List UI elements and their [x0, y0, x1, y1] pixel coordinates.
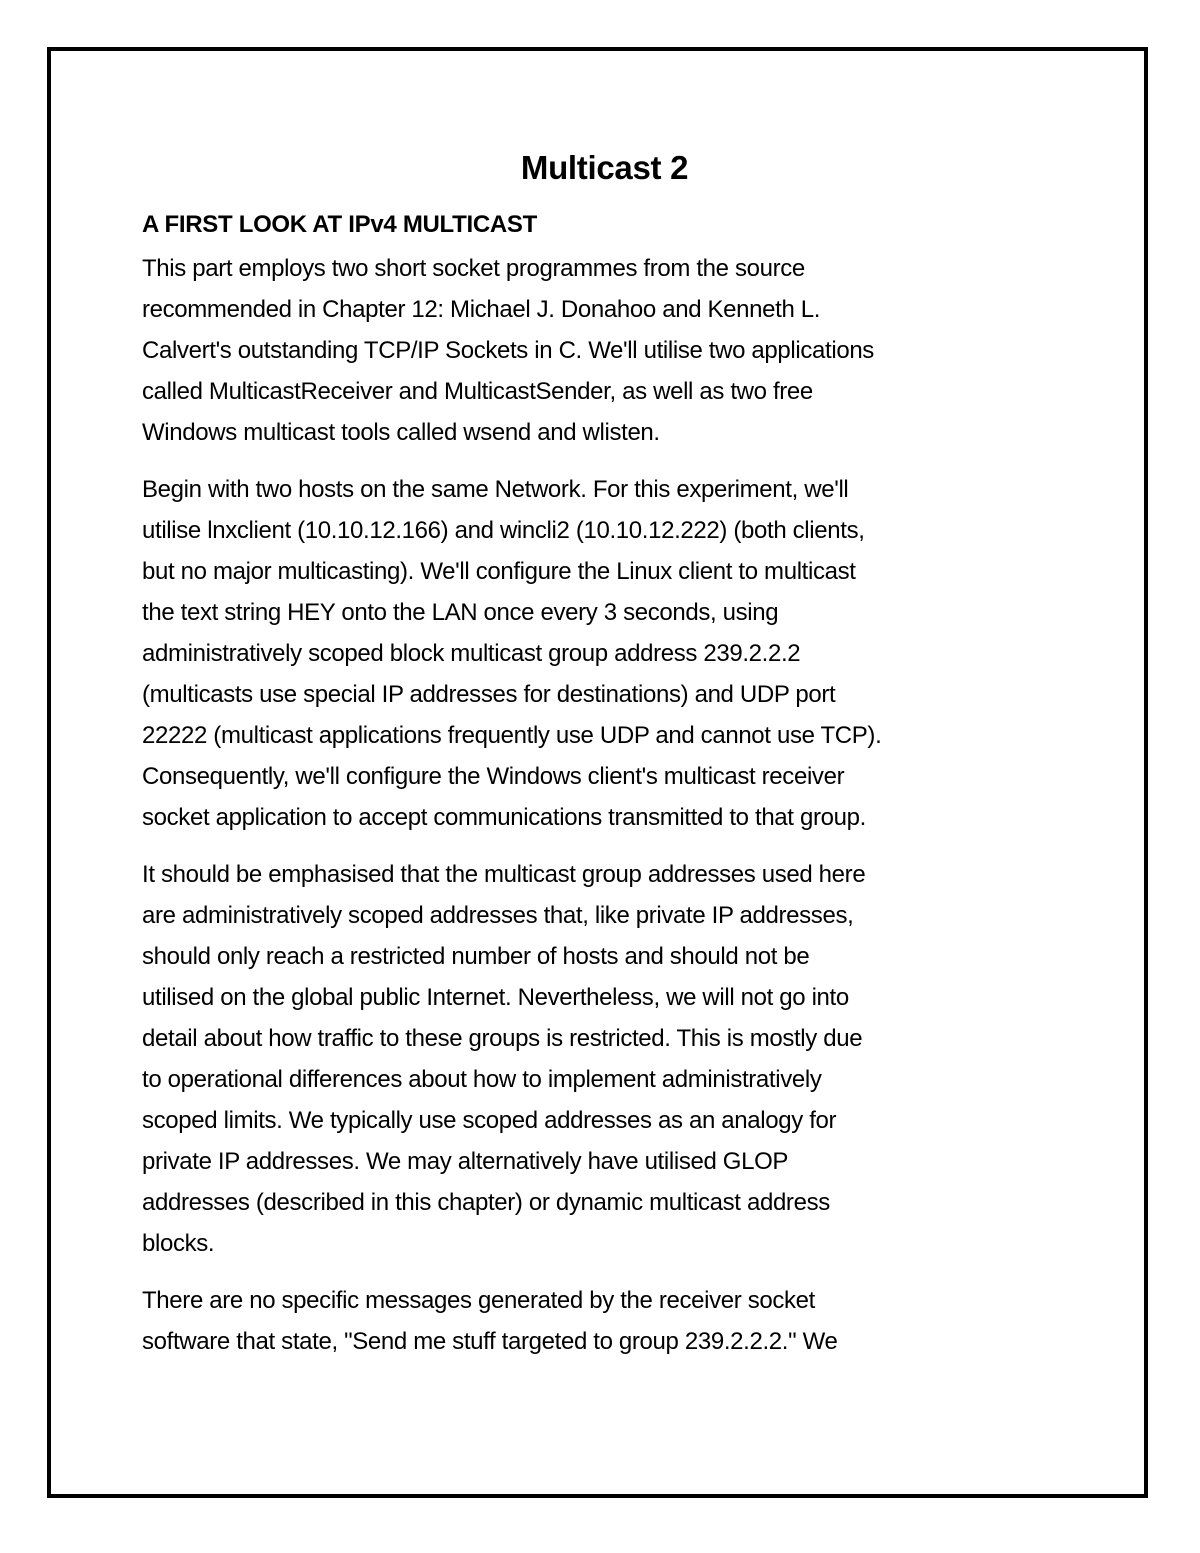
text-line: should only reach a restricted number of hosts and should not be — [142, 943, 810, 970]
text-line: detail about how traffic to these groups is restricted. This is mostly due — [142, 1025, 863, 1052]
text-line: private IP addresses. We may alternatively have utilised GLOP — [142, 1148, 789, 1175]
document-title: Multicast 2 — [520, 149, 689, 186]
text-line: but no major multicasting). We'll configure the Linux client to multicast — [142, 558, 856, 585]
text-line: This part employs two short socket programmes from the source — [142, 255, 805, 282]
paragraph-intro — [142, 248, 1067, 453]
text-line: administratively scoped block multicast group address 239.2.2.2 — [142, 640, 801, 667]
text-line: called MulticastReceiver and MulticastSender, as well as two free — [142, 378, 813, 405]
text-line: are administratively scoped addresses that, like private IP addresses, — [142, 902, 854, 929]
text-line: Windows multicast tools called wsend and wlisten. — [142, 419, 660, 446]
text-line: 22222 (multicast applications frequently use UDP and cannot use TCP). — [142, 722, 882, 749]
text-line: socket application to accept communications transmitted to that group. — [142, 804, 866, 831]
paragraph-scoped-addresses — [142, 854, 1067, 1264]
text-line: to operational differences about how to implement administratively — [142, 1066, 822, 1093]
text-line: Consequently, we'll configure the Windows client's multicast receiver — [142, 763, 845, 790]
text-line: utilised on the global public Internet. Nevertheless, we will not go into — [142, 984, 849, 1011]
text-line: utilise lnxclient (10.10.12.166) and wincli2 (10.10.12.222) (both clients, — [142, 517, 865, 544]
document-body — [142, 140, 1067, 1378]
text-line: (multicasts use special IP addresses for destinations) and UDP port — [142, 681, 836, 708]
paragraph-setup — [142, 469, 1067, 838]
text-line: It should be emphasised that the multicast group addresses used here — [142, 861, 866, 888]
text-line: Calvert's outstanding TCP/IP Sockets in C. We'll utilise two applications — [142, 337, 874, 364]
text-line: recommended in Chapter 12: Michael J. Donahoo and Kenneth L. — [142, 296, 821, 323]
section-heading: A FIRST LOOK AT IPv4 MULTICAST — [142, 211, 537, 238]
text-line: addresses (described in this chapter) or dynamic multicast address — [142, 1189, 830, 1216]
text-line: software that state, "Send me stuff targeted to group 239.2.2.2." We — [142, 1328, 838, 1355]
text-line: scoped limits. We typically use scoped addresses as an analogy for — [142, 1107, 837, 1134]
text-line: There are no specific messages generated by the receiver socket — [142, 1287, 815, 1314]
text-line: the text string HEY onto the LAN once every 3 seconds, using — [142, 599, 779, 626]
text-line: blocks. — [142, 1230, 215, 1257]
paragraph-receiver — [142, 1280, 1067, 1362]
text-line: Begin with two hosts on the same Network. For this experiment, we'll — [142, 476, 849, 503]
